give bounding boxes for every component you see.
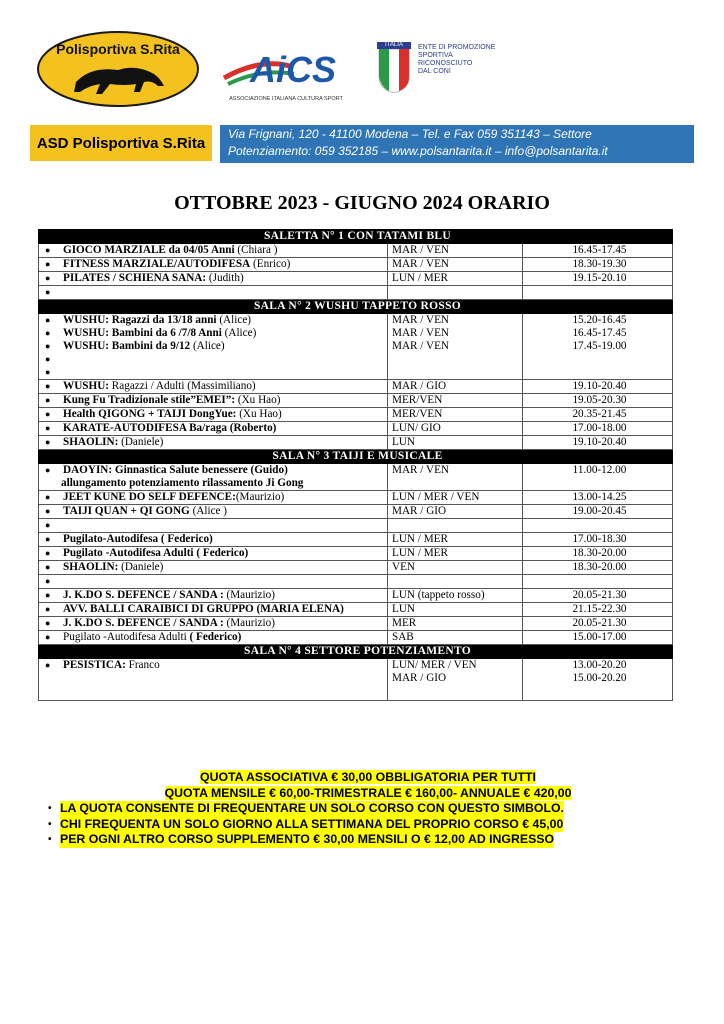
course-days: LUN/ GIO: [392, 422, 441, 434]
course-cell: [39, 603, 388, 617]
bullet-icon: ●: [45, 273, 51, 283]
list-item: [43, 394, 387, 407]
course-name: [63, 464, 387, 477]
times-cell: [523, 244, 673, 258]
bullet-icon: ●: [45, 367, 51, 377]
course-cell: [39, 464, 388, 491]
bullet-icon: •: [48, 803, 52, 814]
course-teacher-bold: ( Federico): [189, 631, 242, 643]
bullet-icon: ●: [45, 423, 51, 433]
course-name: [63, 258, 387, 271]
bullet-icon: ●: [45, 618, 51, 628]
bullet-icon: ●: [45, 437, 51, 447]
course-teacher: Pugilato -Autodifesa Adulti: [63, 631, 190, 643]
course-teacher: (Maurizio): [223, 617, 275, 629]
times-cell: [523, 603, 673, 617]
course-teacher: (Daniele): [118, 436, 164, 448]
course-time: 16.45-17.45: [572, 244, 627, 256]
table-row: [39, 286, 673, 300]
course-teacher: (Alice): [221, 327, 257, 339]
course-cell: [39, 394, 388, 408]
bullet-icon: ●: [45, 354, 51, 364]
course-time: 15.00-20.20: [572, 672, 627, 684]
times-cell: [523, 547, 673, 561]
course-cell: [39, 547, 388, 561]
course-time: 15.00-17.00: [572, 631, 627, 643]
course-time: 18.30-20.00: [572, 561, 627, 573]
aics-logo: [220, 38, 350, 104]
course-days: MER: [392, 617, 417, 629]
course-days: MAR / GIO: [392, 505, 447, 517]
course-days: MER/VEN: [392, 408, 443, 420]
table-row: [39, 422, 673, 436]
list-item: [43, 366, 387, 379]
table-row: [39, 631, 673, 645]
course-time: 18.30-20.00: [572, 547, 627, 559]
course-name: [63, 394, 387, 407]
bullet-icon: •: [48, 834, 52, 845]
table-row: [39, 659, 673, 701]
list-item: [43, 408, 387, 421]
course-time: 21.15-22.30: [572, 603, 627, 615]
list-item: [43, 436, 387, 449]
quota-note: LA QUOTA CONSENTE DI FREQUENTARE UN SOLO CORSO CON QUESTO SIMBOLO.: [60, 801, 564, 815]
table-row: [39, 575, 673, 589]
page-title: OTTOBRE 2023 - GIUGNO 2024 ORARIO: [174, 192, 550, 214]
course-cell: [39, 631, 388, 645]
course-time: 20.35-21.45: [572, 408, 627, 420]
course-title: DAOYIN: Ginnastica Salute benessere (Guido): [63, 464, 288, 476]
days-cell: [388, 272, 523, 286]
times-cell: [523, 505, 673, 519]
table-row: [39, 561, 673, 575]
table-row: [39, 547, 673, 561]
times-cell: [523, 561, 673, 575]
course-title: Pugilato-Autodifesa ( Federico): [63, 533, 213, 545]
times-cell: [523, 394, 673, 408]
days-cell: [388, 533, 523, 547]
course-name: [63, 533, 387, 546]
course-name: [63, 519, 387, 532]
aics-subtitle: ASSOCIAZIONE ITALIANA CULTURA SPORT: [229, 96, 343, 102]
course-title: WUSHU:: [63, 380, 109, 392]
course-name: [63, 340, 387, 353]
course-cell: [39, 533, 388, 547]
days-cell: [388, 380, 523, 394]
course-cell: [39, 244, 388, 258]
bullet-icon: ●: [45, 259, 51, 269]
times-cell: [523, 519, 673, 533]
address-line-2: Potenziamento: 059 352185 – www.polsantarita.it – info@polsantarita.it: [228, 144, 608, 158]
course-name: [63, 617, 387, 630]
course-teacher: (Chiara ): [234, 244, 278, 256]
list-item: [43, 314, 387, 327]
quota-mensile: QUOTA MENSILE € 60,00-TRIMESTRALE € 160,00- ANNUALE € 420,00: [164, 785, 572, 800]
list-item: [43, 547, 387, 560]
table-row: [39, 617, 673, 631]
times-cell: [523, 491, 673, 505]
course-time: 16.45-17.45: [572, 327, 627, 339]
course-days: MAR / VEN: [392, 464, 449, 476]
times-cell: [523, 464, 673, 491]
days-cell: [388, 631, 523, 645]
bullet-icon: ●: [45, 465, 51, 475]
days-cell: [388, 659, 523, 701]
quota-note: CHI FREQUENTA UN SOLO GIORNO ALLA SETTIMANA DEL PROPRIO CORSO € 45,00: [60, 816, 564, 831]
bullet-icon: ●: [45, 534, 51, 544]
course-days: LUN/ MER / VEN: [392, 659, 477, 671]
course-teacher: (Alice): [216, 314, 252, 326]
bullet-icon: ●: [45, 576, 51, 586]
bullet-icon: ●: [45, 632, 51, 642]
table-row: [39, 244, 673, 258]
section-header-row: [39, 300, 673, 314]
course-time: 19.00-20.45: [572, 505, 627, 517]
course-days: SAB: [392, 631, 414, 643]
course-name: [63, 561, 387, 574]
list-item: [43, 631, 387, 644]
course-name: [63, 575, 387, 588]
bullet-icon: ●: [45, 548, 51, 558]
quota-section: [38, 770, 698, 848]
course-time: 13.00-14.25: [572, 491, 627, 503]
course-name: [63, 408, 387, 421]
times-cell: [523, 422, 673, 436]
bullet-icon: ●: [45, 506, 51, 516]
address-line-1: Via Frignani, 120 - 41100 Modena – Tel. e Fax 059 351143 – Settore: [228, 127, 592, 141]
course-title: J. K.DO S. DEFENCE / SANDA :: [63, 617, 224, 629]
table-row: [39, 505, 673, 519]
course-name: [63, 631, 387, 644]
times-cell: [523, 533, 673, 547]
course-title: Health QIGONG + TAIJI DongYue:: [63, 408, 237, 420]
course-teacher: (Alice): [190, 340, 225, 352]
course-name: [63, 436, 387, 449]
course-name: [63, 603, 387, 616]
times-cell: [523, 436, 673, 450]
table-row: [39, 464, 673, 491]
section-title: SALA N° 3 TAIJI E MUSICALE: [39, 450, 673, 464]
polisportiva-logo: [36, 30, 200, 108]
course-title: SHAOLIN:: [63, 436, 119, 448]
course-days: MAR / VEN: [392, 327, 449, 339]
list-item: [43, 340, 387, 353]
course-time: 19.05-20.30: [572, 394, 627, 406]
course-days: VEN: [392, 561, 415, 573]
list-item: [43, 659, 387, 672]
list-item: [43, 603, 387, 616]
list-item: [43, 464, 387, 477]
list-item: [43, 519, 387, 532]
bullet-icon: ●: [45, 341, 51, 351]
course-cell: [39, 314, 388, 380]
section-title: SALA N° 2 WUSHU TAPPETO ROSSO: [39, 300, 673, 314]
course-teacher: (Daniele): [118, 561, 164, 573]
bullet-icon: ●: [45, 409, 51, 419]
course-time: 15.20-16.45: [572, 314, 627, 326]
days-cell: [388, 589, 523, 603]
course-time: 20.05-21.30: [572, 617, 627, 629]
course-name: [63, 314, 387, 327]
days-cell: [388, 314, 523, 380]
course-days: MER/VEN: [392, 394, 443, 406]
list-item: [43, 353, 387, 366]
course-teacher: Ragazzi / Adulti (Massimiliano): [109, 380, 256, 392]
course-name: [63, 380, 387, 393]
times-cell: [523, 659, 673, 701]
days-cell: [388, 519, 523, 533]
course-time: 17.00-18.00: [572, 422, 627, 434]
course-days: MAR / VEN: [392, 244, 449, 256]
course-days: LUN / MER: [392, 547, 448, 559]
polisportiva-logo-text: Polisportiva S.Rita: [56, 41, 180, 57]
bullet-icon: ●: [45, 245, 51, 255]
days-cell: [388, 505, 523, 519]
list-item: [43, 286, 387, 299]
days-cell: [388, 244, 523, 258]
address-banner: [220, 125, 694, 163]
bullet-icon: ●: [45, 315, 51, 325]
course-time: 18.30-19.30: [572, 258, 627, 270]
table-row: [39, 533, 673, 547]
times-cell: [523, 380, 673, 394]
days-cell: [388, 436, 523, 450]
quota-associativa: QUOTA ASSOCIATIVA € 30,00 OBBLIGATORIA PER TUTTI: [200, 770, 536, 784]
list-item: [43, 244, 387, 257]
course-description: allungamento potenziamento rilassamento Ji Gong: [61, 477, 304, 489]
days-cell: [388, 547, 523, 561]
times-cell: [523, 286, 673, 300]
course-cell: [39, 519, 388, 533]
course-name: [63, 286, 387, 299]
course-days: MAR / VEN: [392, 340, 449, 352]
course-name: [63, 491, 387, 504]
course-title: WUSHU: Ragazzi da 13/18 anni: [63, 314, 217, 326]
course-title: J. K.DO S. DEFENCE / SANDA :: [63, 589, 224, 601]
times-cell: [523, 258, 673, 272]
course-cell: [39, 422, 388, 436]
course-name: [63, 366, 387, 379]
course-title: WUSHU: Bambini da 9/12: [63, 340, 191, 352]
course-teacher: (Maurizio): [235, 491, 285, 503]
course-title: JEET KUNE DO SELF DEFENCE:: [63, 491, 236, 503]
list-item: [43, 575, 387, 588]
bullet-icon: ●: [45, 492, 51, 502]
table-row: [39, 603, 673, 617]
course-name: [63, 272, 387, 285]
course-time: 17.00-18.30: [572, 533, 627, 545]
bullet-icon: ●: [45, 328, 51, 338]
times-cell: [523, 408, 673, 422]
course-cell: [39, 272, 388, 286]
list-item: [43, 422, 387, 435]
bullet-icon: ●: [45, 660, 51, 670]
table-row: [39, 380, 673, 394]
course-days: LUN: [392, 603, 415, 615]
course-name: [63, 505, 387, 518]
list-item: [43, 258, 387, 271]
course-time: 19.10-20.40: [572, 436, 627, 448]
table-row: [39, 314, 673, 380]
list-item: [43, 327, 387, 340]
bullet-icon: ●: [45, 395, 51, 405]
section-header-row: [39, 645, 673, 659]
quota-note: PER OGNI ALTRO CORSO SUPPLEMENTO € 30,00 MENSILI O € 12,00 AD INGRESSO: [60, 832, 555, 846]
bullet-icon: •: [48, 818, 52, 830]
course-days: LUN / MER / VEN: [392, 491, 480, 503]
course-days: LUN / MER: [392, 272, 448, 284]
italy-shield-icon: [377, 49, 411, 93]
days-cell: [388, 286, 523, 300]
course-time: 20.05-21.30: [572, 589, 627, 601]
days-cell: [388, 258, 523, 272]
coni-logo: [374, 40, 514, 96]
course-cell: [39, 491, 388, 505]
course-cell: [39, 505, 388, 519]
list-item: [43, 272, 387, 285]
list-item: [43, 533, 387, 546]
course-name: [63, 659, 387, 672]
days-cell: [388, 561, 523, 575]
coni-description: ENTE DI PROMOZIONE SPORTIVA RICONOSCIUTO DAL CONI: [418, 44, 496, 75]
table-row: [39, 519, 673, 533]
course-title: SHAOLIN:: [63, 561, 119, 573]
section-title: SALETTA N° 1 CON TATAMI BLU: [39, 230, 673, 244]
course-name: [63, 327, 387, 340]
days-cell: [388, 575, 523, 589]
times-cell: [523, 575, 673, 589]
list-item: [43, 561, 387, 574]
course-cell: [39, 286, 388, 300]
asd-name-banner: ASD Polisportiva S.Rita: [30, 125, 212, 161]
days-cell: [388, 422, 523, 436]
course-name: [63, 589, 387, 602]
table-row: [39, 258, 673, 272]
course-cell: [39, 436, 388, 450]
list-item: [43, 589, 387, 602]
bullet-icon: ●: [45, 590, 51, 600]
days-cell: [388, 603, 523, 617]
course-name: [63, 422, 387, 435]
course-days: MAR / GIO: [392, 672, 447, 684]
course-title: PESISTICA:: [63, 659, 126, 671]
course-time: 11.00-12.00: [572, 464, 627, 476]
table-row: [39, 394, 673, 408]
course-cell: [39, 561, 388, 575]
times-cell: [523, 314, 673, 380]
course-days: LUN: [392, 436, 415, 448]
section-header-row: [39, 450, 673, 464]
list-item: [43, 380, 387, 393]
table-row: [39, 408, 673, 422]
course-title: TAIJI QUAN + QI GONG: [63, 505, 190, 517]
course-cell: [39, 258, 388, 272]
bullet-icon: ●: [45, 381, 51, 391]
svg-text:AiCS: AiCS: [250, 49, 337, 90]
bullet-icon: ●: [45, 287, 51, 297]
course-cell: [39, 380, 388, 394]
list-item: [43, 491, 387, 504]
days-cell: [388, 408, 523, 422]
times-cell: [523, 589, 673, 603]
days-cell: [388, 491, 523, 505]
course-title: PILATES / SCHIENA SANA:: [63, 272, 207, 284]
table-row: [39, 436, 673, 450]
course-cell: [39, 408, 388, 422]
course-teacher: Franco: [125, 659, 160, 671]
course-cell: [39, 589, 388, 603]
course-time: 19.15-20.10: [572, 272, 627, 284]
course-teacher: (Xu Hao): [236, 408, 282, 420]
list-item: [43, 505, 387, 518]
course-days: MAR / VEN: [392, 314, 449, 326]
times-cell: [523, 631, 673, 645]
times-cell: [523, 272, 673, 286]
schedule-table: [38, 229, 673, 701]
course-cell: [39, 575, 388, 589]
course-teacher: (Xu Hao): [235, 394, 281, 406]
section-title: SALA N° 4 SETTORE POTENZIAMENTO: [39, 645, 673, 659]
course-title: KARATE-AUTODIFESA Ba/raga (Roberto): [63, 422, 277, 434]
course-teacher: (Judith): [206, 272, 244, 284]
course-teacher: (Alice ): [189, 505, 228, 517]
table-row: [39, 272, 673, 286]
course-title: FITNESS MARZIALE/AUTODIFESA: [63, 258, 251, 270]
bullet-icon: ●: [45, 562, 51, 572]
course-teacher: (Maurizio): [223, 589, 275, 601]
course-cell: [39, 617, 388, 631]
coni-italia-label: ITALIA: [377, 42, 411, 49]
days-cell: [388, 394, 523, 408]
course-name: [63, 353, 387, 366]
course-days: LUN (tappeto rosso): [392, 589, 485, 601]
course-time: 19.10-20.40: [572, 380, 627, 392]
course-time: 13.00-20.20: [572, 659, 627, 671]
course-name: [63, 547, 387, 560]
course-title: Kung Fu Tradizionale stile”EMEI”:: [63, 394, 236, 406]
course-title: AVV. BALLI CARAIBICI DI GRUPPO (MARIA ELENA): [63, 603, 344, 615]
course-title: WUSHU: Bambini da 6 /7/8 Anni: [63, 327, 222, 339]
table-row: [39, 589, 673, 603]
course-title: GIOCO MARZIALE da 04/05 Anni: [63, 244, 235, 256]
bullet-icon: ●: [45, 604, 51, 614]
course-days: MAR / VEN: [392, 258, 449, 270]
days-cell: [388, 617, 523, 631]
course-days: MAR / GIO: [392, 380, 447, 392]
course-days: LUN / MER: [392, 533, 448, 545]
section-header-row: [39, 230, 673, 244]
course-teacher: (Enrico): [250, 258, 291, 270]
list-item: [43, 617, 387, 630]
course-title: Pugilato -Autodifesa Adulti ( Federico): [63, 547, 249, 559]
course-cell: [39, 659, 388, 701]
course-name: [63, 244, 387, 257]
table-row: [39, 491, 673, 505]
course-time: 17.45-19.00: [572, 340, 627, 352]
times-cell: [523, 617, 673, 631]
days-cell: [388, 464, 523, 491]
bullet-icon: ●: [45, 520, 51, 530]
